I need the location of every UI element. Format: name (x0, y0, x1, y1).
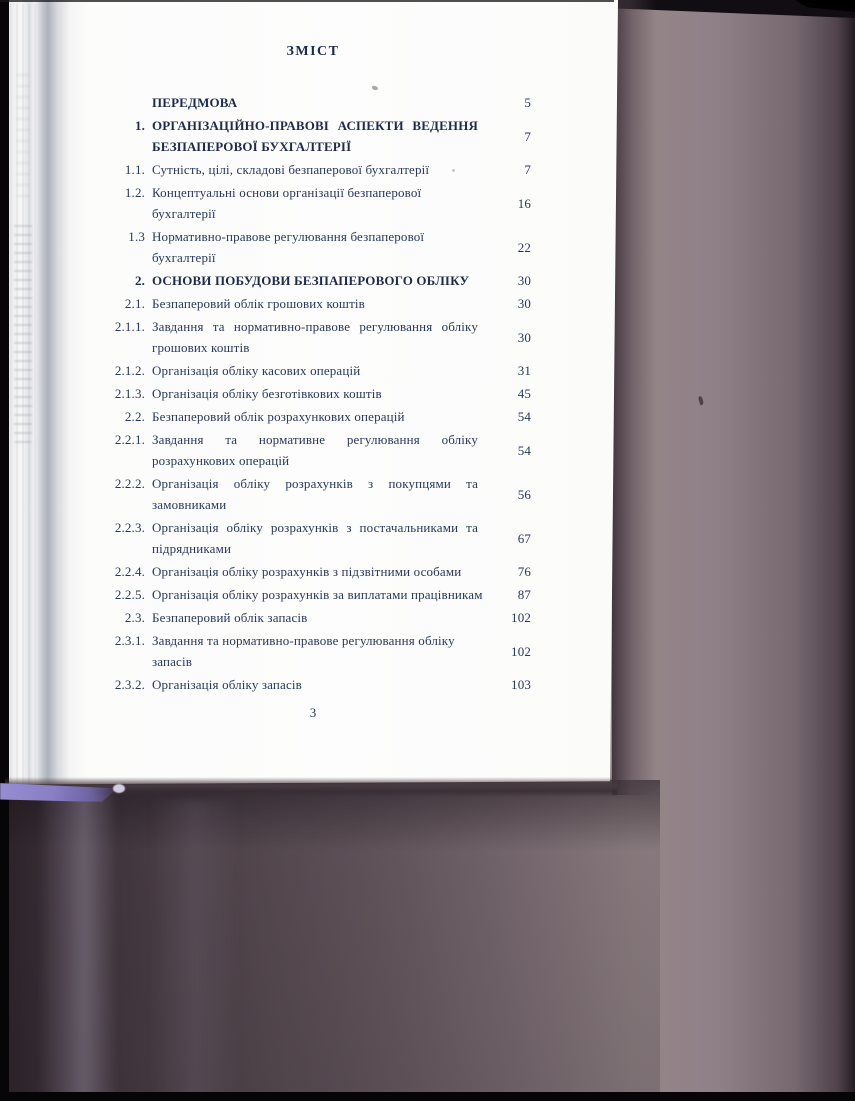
toc-entry (95, 429, 531, 471)
photo-bottom-border (0, 1092, 855, 1101)
toc-entry-number: 2.1.2. (114, 363, 145, 378)
toc-entry-title (152, 674, 478, 695)
toc-entry (95, 226, 531, 268)
toc-entry-page: 5 (524, 95, 531, 110)
toc-title: ЗМІСТ (286, 44, 340, 59)
toc-entry-title (152, 429, 478, 471)
toc-entry-line: Нормативно-правове регулювання безпаперової (152, 229, 425, 244)
toc-entry-page: 22 (517, 239, 531, 255)
toc-entry-title (152, 115, 478, 157)
toc-entry-line: запасів (152, 654, 193, 669)
page-footer-number: 3 (309, 705, 317, 720)
toc-entry-line: Організація обліку запасів (152, 677, 302, 692)
toc-entry-line: Сутність, цілі, складові безпаперової бухгалтерії (152, 162, 430, 177)
toc-entry-line: Завдання та нормативно-правове регулювання обліку (152, 633, 455, 648)
toc-entry-number: 2.1.3. (114, 386, 145, 401)
toc-entry-number: 2.2.1. (114, 432, 145, 447)
toc-entry-line: Безпаперовий облік грошових коштів (152, 296, 365, 311)
toc-entry-title (152, 182, 478, 224)
toc-entry-number: 2.2.3. (114, 520, 145, 535)
toc-entry-number: 2.2.5. (114, 587, 145, 602)
photo-left-border (0, 0, 9, 1101)
toc-entry-title (152, 92, 478, 113)
toc-entry-page: 56 (517, 486, 531, 502)
toc-entry-line: грошових коштів (152, 340, 250, 355)
toc-entry-line: Організація обліку безготівкових коштів (152, 386, 382, 401)
toc-content (95, 44, 531, 697)
toc-entry-line: Безпаперовий облік запасів (152, 610, 308, 625)
toc-entry-line: Організація обліку касових операцій (152, 363, 361, 378)
toc-entry-number: 2.2.2. (114, 476, 145, 491)
toc-entry-title (152, 607, 478, 628)
toc-entry (95, 584, 531, 605)
toc-entry-line: ПЕРЕДМОВА (152, 95, 238, 110)
toc-entry-title (152, 630, 478, 672)
toc-entry-number: 1. (134, 118, 145, 133)
toc-entry-line: Організація обліку розрахунків з підзвітними особами (152, 564, 462, 579)
toc-entry-page: 7 (524, 162, 531, 177)
toc-entry-page: 87 (517, 587, 531, 602)
toc-entry-line: Організація обліку розрахунків з постачальниками та (152, 520, 478, 535)
toc-entry (95, 293, 531, 314)
toc-entry-number: 2.1. (124, 296, 145, 311)
toc-entry (95, 360, 531, 381)
toc-entry (95, 316, 531, 358)
toc-entry-line: Концептуальні основи організації безпаперової (152, 185, 422, 200)
toc-entry-page: 7 (524, 128, 531, 144)
toc-entry-page: 67 (517, 530, 531, 546)
toc-entry-title (152, 360, 478, 381)
toc-entry-title (152, 561, 478, 582)
toc-entry (95, 383, 531, 404)
toc-entry-number: 2.2.4. (114, 564, 145, 579)
toc-entry-page: 31 (517, 363, 531, 378)
toc-entry-line: ОСНОВИ ПОБУДОВИ БЕЗПАПЕРОВОГО ОБЛІКУ (152, 273, 470, 288)
toc-entry-page: 45 (517, 386, 531, 401)
toc-entry-page: 30 (517, 296, 531, 311)
toc-entry-page: 102 (511, 610, 531, 625)
toc-entry-number: 2.1.1. (114, 319, 145, 334)
toc-entry-page: 30 (517, 273, 531, 288)
toc-entry (95, 115, 531, 157)
toc-entry-line: бухгалтерії (152, 250, 216, 265)
toc-entry-page: 54 (517, 442, 531, 458)
toc-entry-title (152, 383, 478, 404)
showthrough-text-smudge (16, 70, 30, 200)
toc-entry-number: 2.3.2. (114, 677, 145, 692)
page-corner-highlight (113, 784, 125, 793)
toc-entry (95, 182, 531, 224)
toc-entry-title (152, 270, 478, 291)
toc-entry (95, 561, 531, 582)
toc-entry-line: Завдання та нормативно-правове регулювання обліку (152, 319, 478, 334)
page-top-edge-line (0, 0, 614, 2)
toc-entry-title (152, 293, 478, 314)
toc-entry-page: 76 (517, 564, 531, 579)
toc-entry (95, 270, 531, 291)
toc-entry-line: Організація обліку розрахунків з покупцями та (152, 476, 478, 491)
showthrough-text-smudge (14, 222, 32, 444)
toc-entry (95, 159, 531, 180)
toc-entry (95, 92, 531, 113)
toc-entry-page: 102 (511, 643, 531, 659)
toc-entry-number: 2. (134, 273, 145, 288)
toc-entry-page: 54 (517, 409, 531, 424)
toc-entry-title (152, 406, 478, 427)
toc-entry-title (152, 159, 478, 180)
toc-entry-line: ОРГАНІЗАЦІЙНО-ПРАВОВІ АСПЕКТИ ВЕДЕННЯ (152, 118, 478, 133)
toc-entry-page: 103 (511, 677, 531, 692)
cover-light-streak (150, 800, 240, 1101)
toc-entry (95, 674, 531, 695)
toc-entry-title (152, 473, 478, 515)
toc-entry-page: 30 (517, 329, 531, 345)
toc-entry-title (152, 226, 478, 268)
toc-entry-line: підрядниками (152, 541, 232, 556)
toc-entry-title (152, 517, 478, 559)
toc-entry-line: БЕЗПАПЕРОВОЇ БУХГАЛТЕРІЇ (152, 139, 352, 154)
toc-entry-number: 1.2. (124, 185, 145, 200)
toc-entry-line: Безпаперовий облік розрахункових операцій (152, 409, 405, 424)
toc-entry-line: Завдання та нормативне регулювання обліку (152, 432, 478, 447)
toc-entry-number: 2.3.1. (114, 633, 145, 648)
toc-entry (95, 607, 531, 628)
cover-light-streak (38, 788, 118, 1101)
toc-entry-title (152, 316, 478, 358)
toc-entry-number: 2.2. (124, 409, 145, 424)
toc-entry (95, 473, 531, 515)
toc-entry (95, 517, 531, 559)
toc-entry (95, 630, 531, 672)
toc-entry-title (152, 584, 483, 605)
toc-list (95, 92, 531, 695)
toc-entry-line: замовниками (152, 497, 227, 512)
toc-entry-line: Організація обліку розрахунків за виплатами працівникам (152, 587, 483, 602)
toc-entry-page: 16 (517, 195, 531, 211)
page-right-edge-shadow (612, 0, 656, 795)
toc-entry-number: 2.3. (124, 610, 145, 625)
toc-entry-number: 1.3 (128, 229, 145, 244)
toc-entry-number: 1.1. (124, 162, 145, 177)
toc-entry-line: розрахункових операцій (152, 453, 290, 468)
toc-entry (95, 406, 531, 427)
toc-entry-line: бухгалтерії (152, 206, 216, 221)
